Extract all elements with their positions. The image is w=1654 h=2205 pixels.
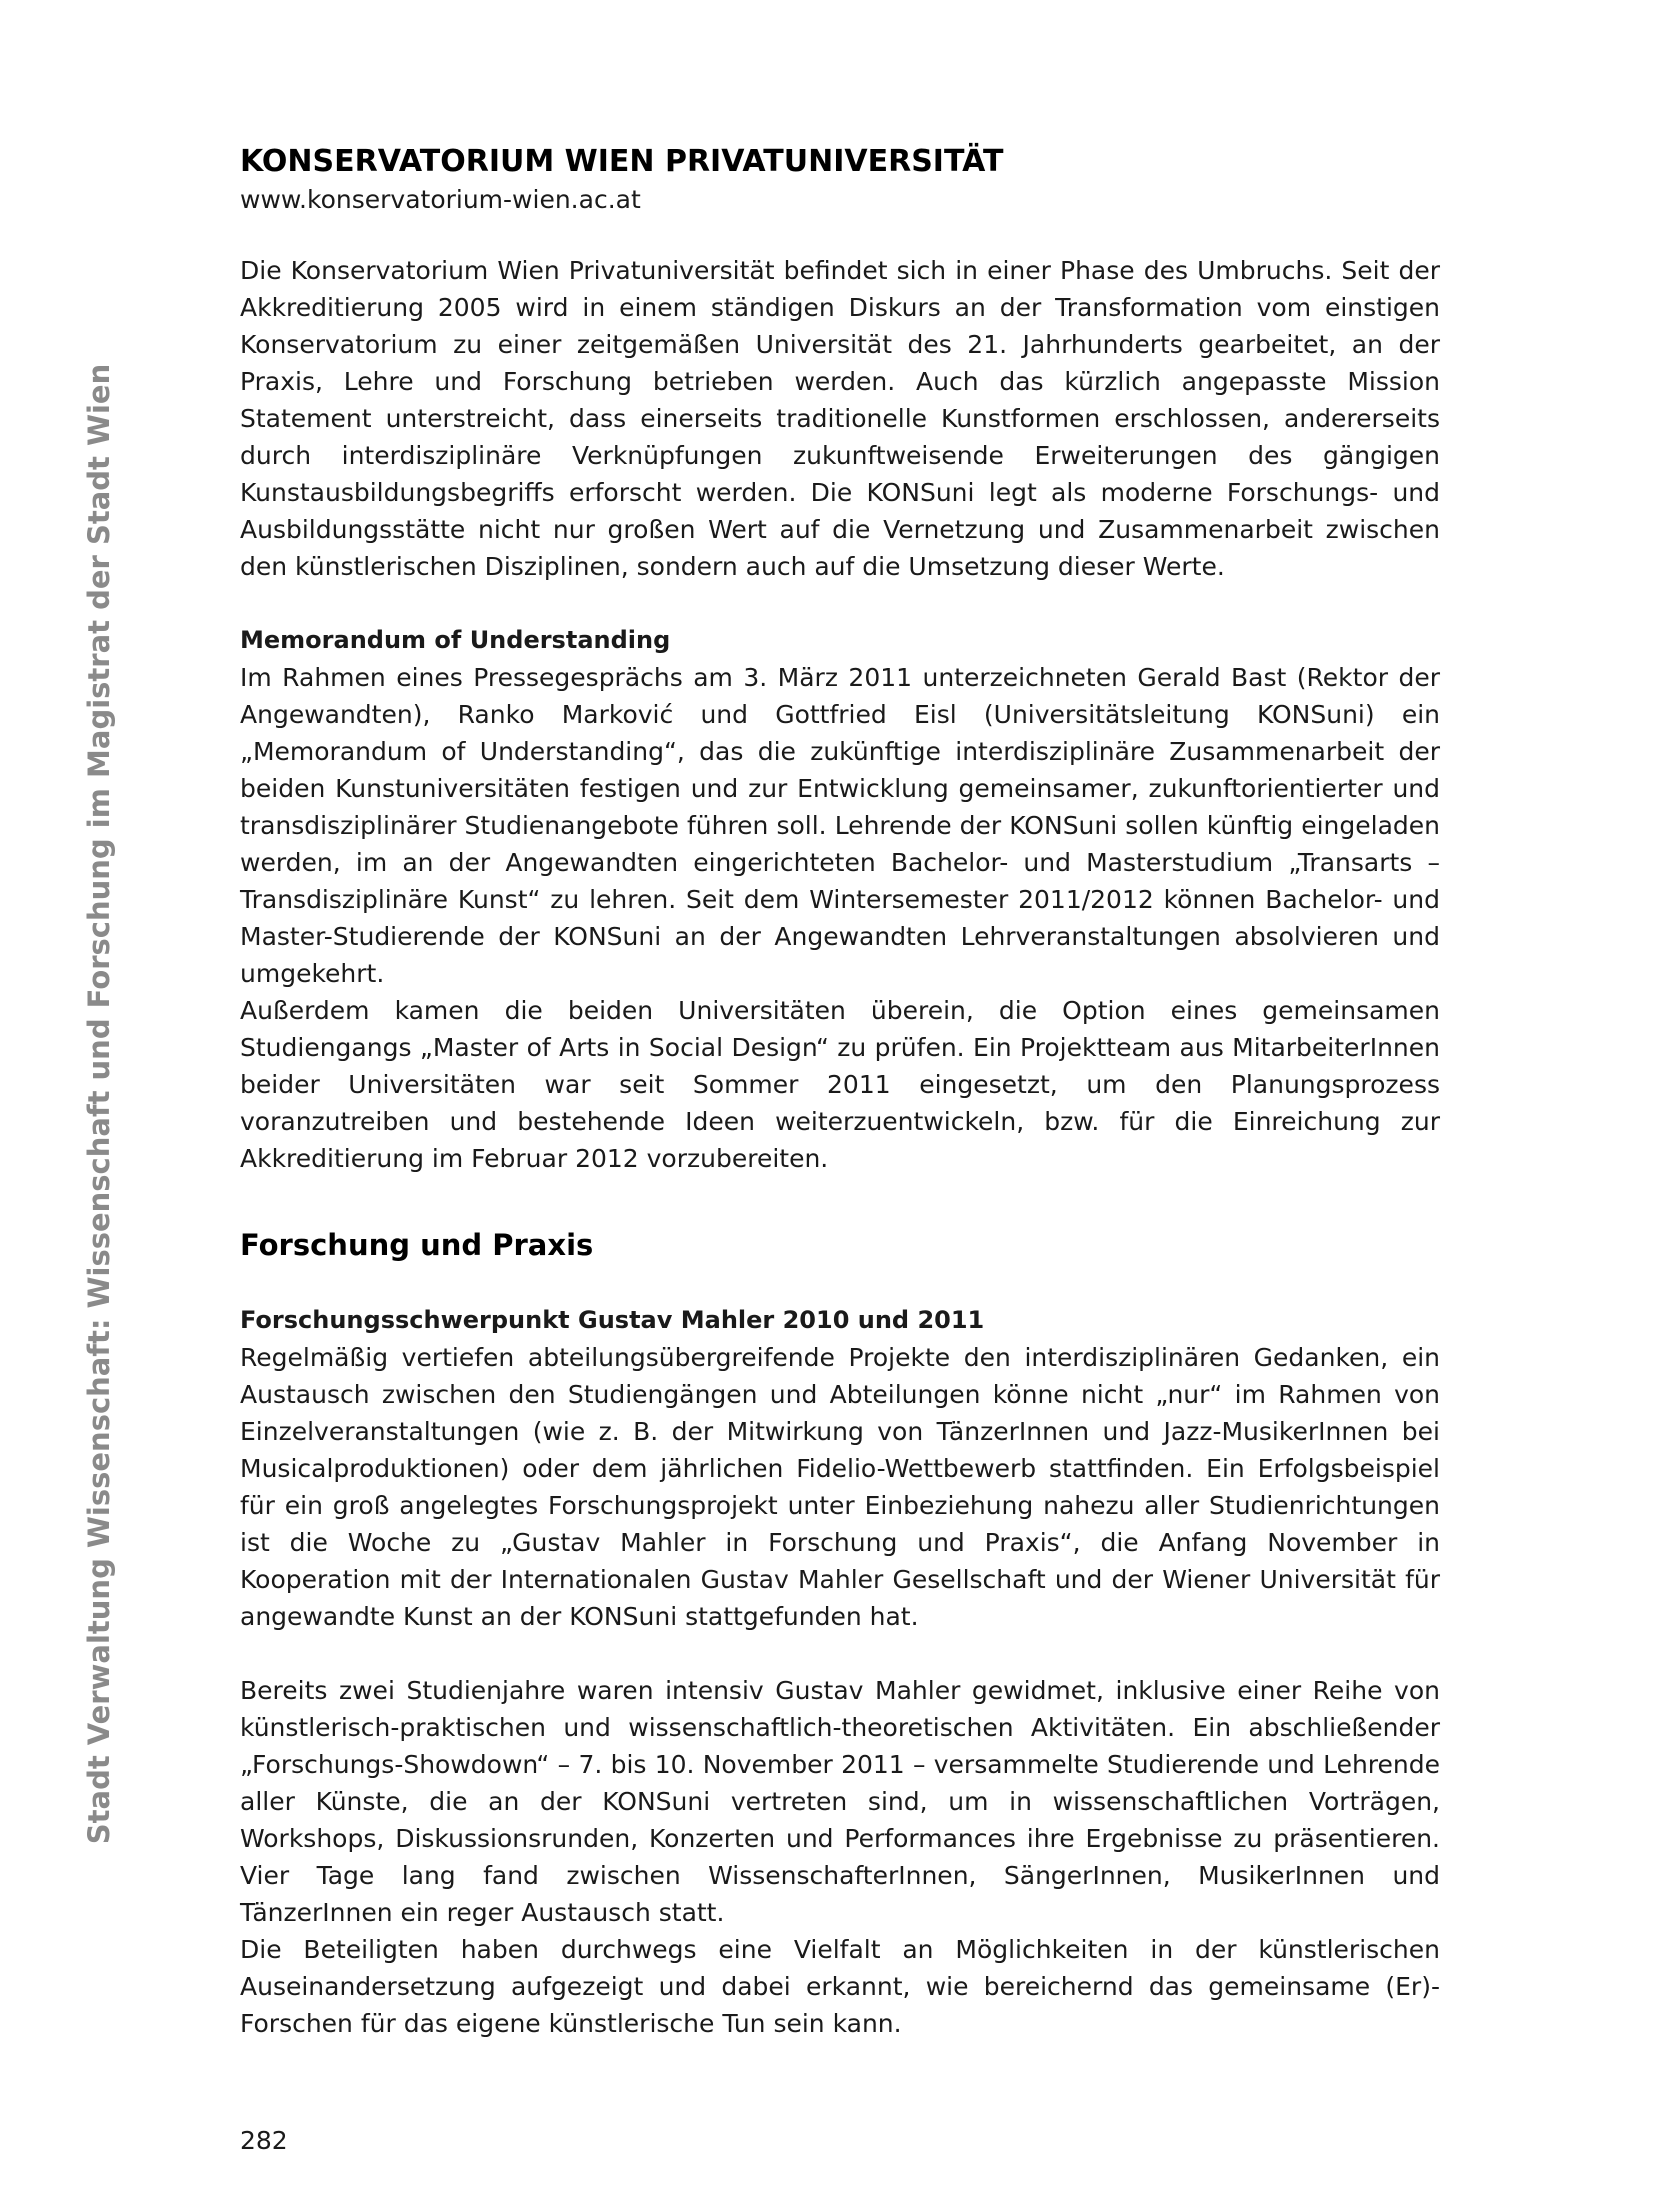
side-running-title: Stadt Verwaltung Wissenschaft: Wissenschaft und Forschung im Magistrat der Stadt Wien bbox=[82, 363, 116, 1845]
memorandum-paragraph-1: Im Rahmen eines Pressegesprächs am 3. März 2011 unterzeichneten Gerald Bast (Rektor der Angewandten), Ranko Marković und Gottfried Eisl (Universitätsleitung KONSuni) ein „Memorandum of Understanding“, das die zukünftige interdisziplinäre Zusammenarbeit der beiden Kunstuniversitäten festigen und zur Entwicklung gemeinsamer, zukunftorientierter und transdisziplinärer Studienangebote führen soll. Lehrende der KONSuni sollen künftig eingeladen werden, im an der Angewandten eingerichteten Bachelor- und Masterstudium „Transarts – Transdisziplinäre Kunst“ zu lehren. Seit dem Wintersemester 2011/2012 können Bachelor- und Master-Studierende der KONSuni an der Angewandten Lehrveranstaltungen absolvieren und umgekehrt. bbox=[240, 663, 1440, 988]
mahler-subheading: Forschungsschwerpunkt Gustav Mahler 2010 und 2011 bbox=[240, 1306, 985, 1334]
mahler-paragraph-3: Die Beteiligten haben durchwegs eine Vielfalt an Möglichkeiten in der künstlerischen Auseinandersetzung aufgezeigt und dabei erkannt, wie bereichernd das gemeinsame (Er)-Forschen für das eigene künstlerische Tun sein kann. bbox=[240, 1935, 1440, 2038]
intro-paragraph: Die Konservatorium Wien Privatuniversität befindet sich in einer Phase des Umbruchs. Seit der Akkreditierung 2005 wird in einem ständigen Diskurs an der Transformation vom einstigen Konservatorium zu einer zeitgemäßen Universität des 21. Jahrhunderts gearbeitet, an der Praxis, Lehre und Forschung betrieben werden. Auch das kürzlich angepasste Mission Statement unterstreicht, dass einerseits traditionelle Kunstformen erschlossen, andererseits durch interdisziplinäre Verknüpfungen zukunftweisende Erweiterungen des gängigen Kunstausbildungsbegriffs erforscht werden. Die KONSuni legt als moderne Forschungs- und Ausbildungsstätte nicht nur großen Wert auf die Vernetzung und Zusammenarbeit zwischen den künstlerischen Disziplinen, sondern auch auf die Umsetzung dieser Werte. bbox=[240, 256, 1440, 581]
memorandum-heading: Memorandum of Understanding bbox=[240, 626, 671, 654]
page-content bbox=[240, 142, 1440, 2042]
page-number: 282 bbox=[240, 2126, 288, 2155]
mahler-paragraph-2: Bereits zwei Studienjahre waren intensiv Gustav Mahler gewidmet, inklusive einer Reihe von künstlerisch-praktischen und wissenschaftlich-theoretischen Aktivitäten. Ein abschließender „Forschungs-Showdown“ – 7. bis 10. November 2011 – versammelte Studierende und Lehrende aller Künste, die an der KONSuni vertreten sind, um in wissenschaftlichen Vorträgen, Workshops, Diskussionsrunden, Konzerten und Performances ihre Ergebnisse zu präsentieren. Vier Tage lang fand zwischen WissenschafterInnen, SängerInnen, MusikerInnen und TänzerInnen ein reger Austausch statt. bbox=[240, 1676, 1440, 1927]
memorandum-paragraph-2: Außerdem kamen die beiden Universitäten überein, die Option eines gemeinsamen Studiengangs „Master of Arts in Social Design“ zu prüfen. Ein Projektteam aus MitarbeiterInnen beider Universitäten war seit Sommer 2011 eingesetzt, um den Planungsprozess voranzutreiben und bestehende Ideen weiterzuentwickeln, bzw. für die Einreichung zur Akkreditierung im Februar 2012 vorzubereiten. bbox=[240, 996, 1440, 1173]
mahler-paragraph-1: Regelmäßig vertiefen abteilungsübergreifende Projekte den interdisziplinären Gedanken, ein Austausch zwischen den Studiengängen und Abteilungen könne nicht „nur“ im Rahmen von Einzelveranstaltungen (wie z. B. der Mitwirkung von TänzerInnen und Jazz-MusikerInnen bei Musicalproduktionen) oder dem jährlichen Fidelio-Wettbewerb stattfinden. Ein Erfolgsbeispiel für ein groß angelegtes Forschungsprojekt unter Einbeziehung nahezu aller Studienrichtungen ist die Woche zu „Gustav Mahler in Forschung und Praxis“, die Anfang November in Kooperation mit der Internationalen Gustav Mahler Gesellschaft und der Wiener Universität für angewandte Kunst an der KONSuni stattgefunden hat. bbox=[240, 1343, 1440, 1631]
page-title: KONSERVATORIUM WIEN PRIVATUNIVERSITÄT bbox=[240, 144, 1004, 179]
section-heading: Forschung und Praxis bbox=[240, 1228, 594, 1262]
institution-url: www.konservatorium-wien.ac.at bbox=[240, 185, 641, 214]
